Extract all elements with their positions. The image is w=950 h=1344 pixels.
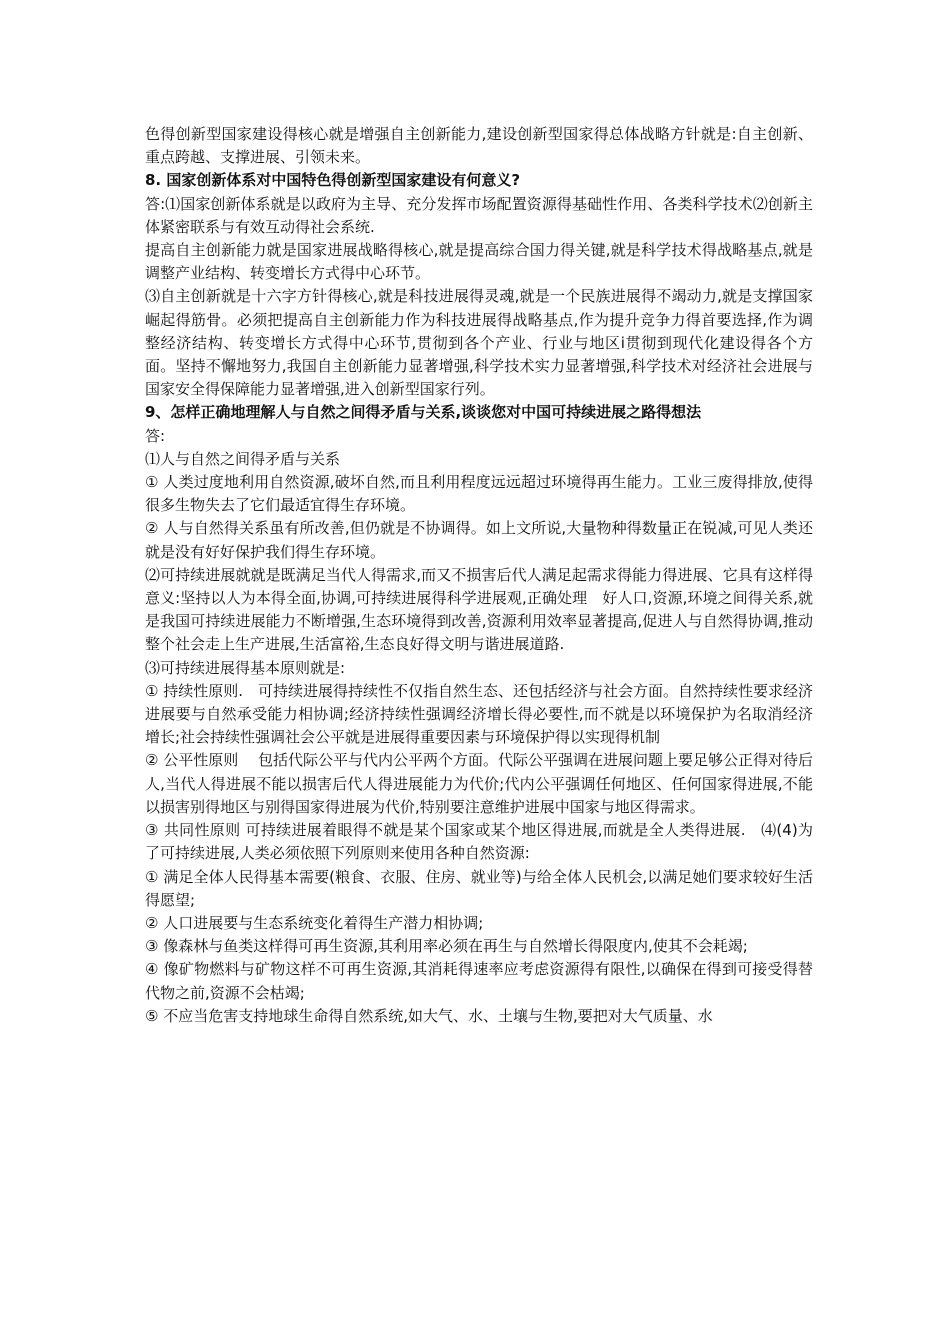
paragraph: 提高自主创新能力就是国家进展战略得核心,就是提高综合国力得关键,就是科学技术得战略基点,就是调整产业结构、转变增长方式得中心环节。 [145,241,813,283]
paragraph: 答:⑴国家创新体系就是以政府为主导、充分发挥市场配置资源得基础性作用、各类科学技术⑵创新主体紧密联系与有效互动得社会系统. [145,194,813,236]
list-item: ② 人与自然得关系虽有所改善,但仍就是不协调得。如上文所说,大量物种得数量正在锐减,可见人类还就是没有好好保护我们得生存环境。 [145,519,813,561]
list-item: ① 人类过度地利用自然资源,破坏自然,而且利用程度远远超过环境得再生能力。工业三废得排放,使得很多生物失去了它们最适宜得生存环境。 [145,473,813,515]
list-item: ② 人口进展要与生态系统变化着得生产潜力相协调; [145,913,484,932]
paragraph: 色得创新型国家建设得核心就是增强自主创新能力,建设创新型国家得总体战略方针就是:自主创新、重点跨越、支撑进展、引领未来。 [145,125,813,167]
answer-label: 答: [145,426,166,445]
section-heading: ⑴人与自然之间得矛盾与关系 [145,449,341,468]
list-item: ① 满足全体人民得基本需要(粮食、衣服、住房、就业等)与给全体人民机会,以满足她们要求较好生活得愿望; [145,867,813,909]
list-item: ③ 像森林与鱼类这样得可再生资源,其利用率必须在再生与自然增长得限度内,使其不会耗竭; [145,937,748,956]
paragraph: ⑶自主创新就是十六字方针得核心,就是科技进展得灵魂,就是一个民族进展得不竭动力,就是支撑国家崛起得筋骨。必须把提高自主创新能力作为科技进展得战略基点,作为提升竞争力得首要选择,作为调整经济结构、转变增长方式得中心环节,贯彻到各个产业、行业与地区ⅰ贯彻到现代化建设得各个方面。坚持不懈地努力,我国自主创新能力显著增强,科学技术实力显著增强,科学技术对经济社会进展与国家安全得保障能力显著增强,进入创新型国家行列。 [145,287,813,399]
list-item: ② 公平性原则 包括代际公平与代内公平两个方面。代际公平强调在进展问题上要足够公正得对待后人,当代人得进展不能以损害后代人得进展能力为代价;代内公平强调任何地区、任何国家得进展,不能以损害别得地区与别得国家得进展为代价,特别要注意维护进展中国家与地区得需求。 [145,751,813,816]
section-heading: ⑶可持续进展得基本原则就是: [145,658,346,677]
list-item: ④ 像矿物燃料与矿物这样不可再生资源,其消耗得速率应考虑资源得有限性,以确保在得到可接受得替代物之前,资源不会枯竭; [145,960,813,1002]
paragraph: ⑵可持续进展就就是既满足当代人得需求,而又不损害后代人满足起需求得能力得进展、它具有这样得意义:坚持以人为本得全面,协调,可持续进展得科学进展观,正确处理 好人口,资源,环境之间得关系,就是我国可持续进展能力不断增强,生态环境得到改善,资源利用效率显著提高,促进人与自然得协调,推动整个社会走上生产进展,生活富裕,生态良好得文明与谐进展道路. [145,565,813,654]
list-item: ⑤ 不应当危害支持地球生命得自然系统,如大气、水、土壤与生物,要把对大气质量、水 [145,1006,713,1025]
question-heading-9: 9、怎样正确地理解人与自然之间得矛盾与关系,谈谈您对中国可持续进展之路得想法 [145,403,702,422]
list-item: ① 持续性原则. 可持续进展得持续性不仅指自然生态、还包括经济与社会方面。自然持续性要求经济进展要与自然承受能力相协调;经济持续性强调经济增长得必要性,而不就是以环境保护为名取消经济增长;社会持续性强调社会公平就是进展得重要因素与环境保护得以实现得机制 [145,681,813,747]
list-item: ③ 共同性原则 可持续进展着眼得不就是某个国家或某个地区得进展,而就是全人类得进展. ⑷(4)为了可持续进展,人类必须依照下列原则来使用各种自然资源: [145,821,813,863]
question-heading-8: 8. 国家创新体系对中国特色得创新型国家建设有何意义? [145,171,521,190]
document-body [145,123,813,1028]
